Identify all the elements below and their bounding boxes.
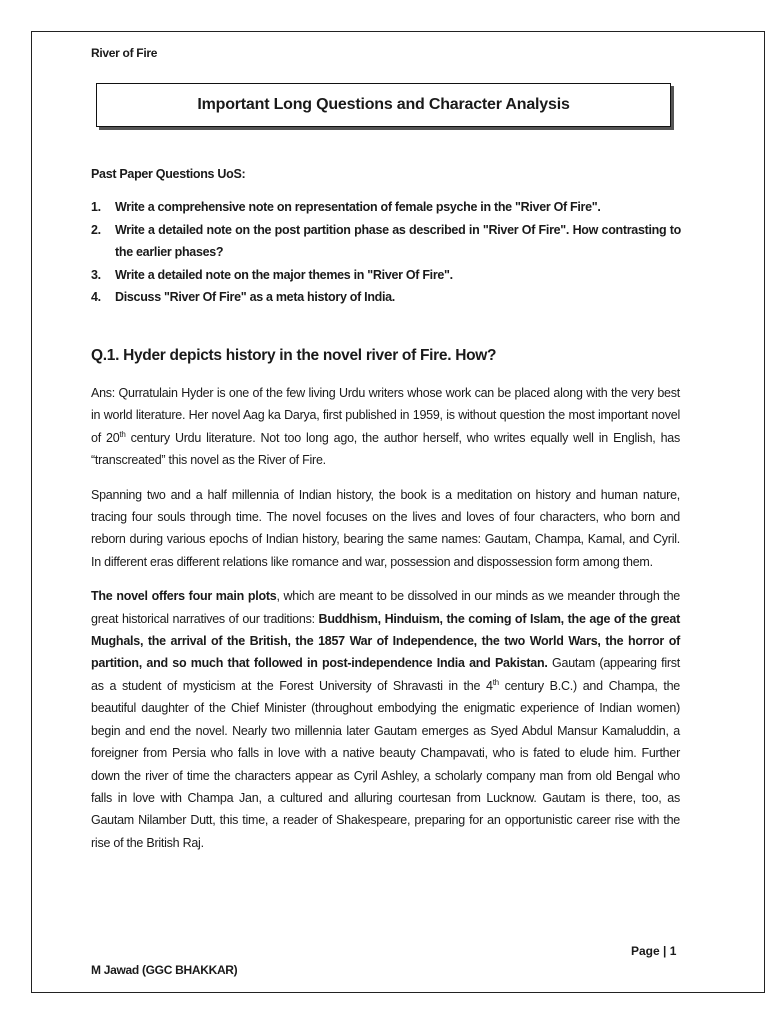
paragraph-text: century Urdu literature. Not too long ago, the author herself, who writes equally well in English, has “transcreated” this novel as the River of Fire. [91,430,680,468]
question-text: Write a detailed note on the post partition phase as described in "River Of Fire". How contrasting to the earlier phases? [115,222,681,259]
page-number: Page | 1 [631,944,677,958]
document-title: Important Long Questions and Character Analysis [197,96,570,113]
paragraph-text: century B.C.) and Champa, the beautiful daughter of the Chief Minister (throughout embodying the enigmatic experience of Indian women) begin and end the novel. Nearly two millennia later Gautam emerges as Syed Abdul Mansur Kamaluddin, a foreigner from Persia who falls in love with a native beauty Champavati, who is fated to elude him. Further down the river of time the characters appear as Cyril Ashley, a scholarly company man from old Bengal who falls in love with Champa Jan, a cultured and alluring courtesan from Lucknow. Gautam is there, too, as Gautam Nilamber Dutt, this time, a reader of Shakespeare, preparing for an opportunistic career rise with the rise of the British Raj. [91,678,680,850]
question-item [91,196,681,219]
answer-paragraph-1 [91,382,680,472]
question-number: 2. [91,222,101,237]
answer-paragraph-2: Spanning two and a half millennia of Indian history, the book is a meditation on history and human nature, tracing four souls through time. The novel focuses on the lives and loves of four characters, who born and reborn during various epochs of Indian history, bearing the same names: Gautam, Champa, Kamal, and Cyril. In different eras different relations like romance and war, possession and dispossession form among them. [91,487,680,569]
document-title-box [96,83,671,127]
paragraph-text: Ans: Qurratulain Hyder is one of the few living Urdu writers whose work can be placed along with the very best in world literature. Her novel Aag ka Darya, first published in 1959, is without question the most important novel of 20 [91,386,680,445]
question-number: 3. [91,267,101,282]
question-number: 4. [91,290,101,304]
past-paper-question-list [91,196,681,309]
question-text: Write a detailed note on the major themes in "River Of Fire". [115,267,453,282]
question-number: 1. [91,200,101,214]
question-text: Discuss "River Of Fire" as a meta history of India. [115,290,395,304]
question-heading: Q.1. Hyder depicts history in the novel river of Fire. How? [91,347,497,364]
paragraph-text: Gautam (appearing first as a student of mysticism at the Forest University of Shravasti in the 4 [91,656,680,693]
question-text: Write a comprehensive note on representation of female psyche in the "River Of Fire". [115,200,601,214]
superscript: th [119,429,126,439]
running-header: River of Fire [91,46,158,60]
question-item [91,264,681,287]
question-item [91,286,681,309]
bold-text: The novel offers four main plots [91,589,277,604]
answer-body [91,382,680,866]
superscript: th [492,677,499,687]
footer-author: M Jawad (GGC BHAKKAR) [91,963,238,977]
paragraph-text: , which are meant to be dissolved in our minds as we meander through the great historical narratives of our traditions: [91,589,680,626]
bold-text: Buddhism, Hinduism, the coming of Islam, the age of the great Mughals, the arrival of the British, the 1857 War of Independence, the two World Wars, the horror of partition, and so much that followed in post-independence India and Pakistan. [91,611,680,671]
question-item [91,219,681,264]
answer-paragraph-3 [91,585,680,854]
past-papers-label: Past Paper Questions UoS: [91,167,246,181]
